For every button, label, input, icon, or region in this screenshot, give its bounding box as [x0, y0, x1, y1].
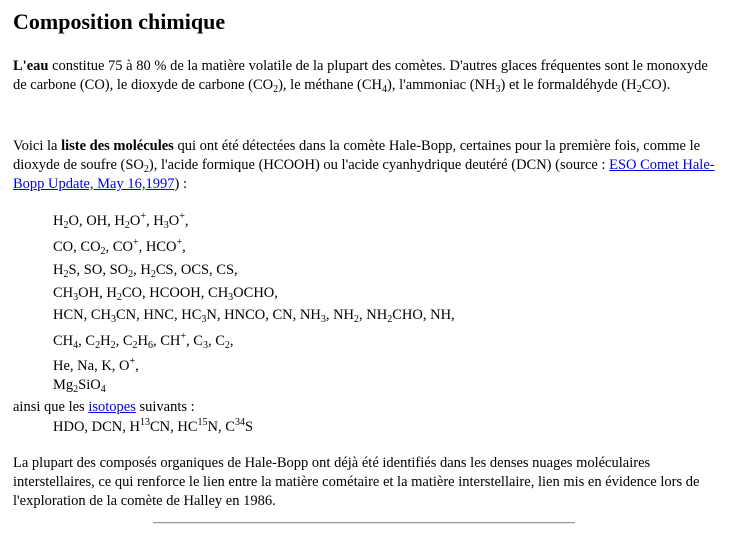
molecule-line: $H_2O$, OH, $H_2O^+$, $H_3O^+$,	[53, 211, 189, 231]
molecules-intro-paragraph	[13, 137, 718, 194]
page-title: Composition chimique	[13, 9, 226, 34]
eso-source-link[interactable]: ESO Comet Hale-Bopp Update, May 16,1997	[13, 157, 715, 192]
p2-text-3: ), l'acide formique (HCOOH) ou l'acide cyanhydrique deutéré (DCN) (source :	[148, 157, 610, 173]
p1-text-3: ), l'ammoniac (NH	[386, 77, 496, 93]
isotope-list: HDO, DCN, $H^{13}CN$, HC$^{15}$N, $C^{34}S$	[53, 417, 254, 435]
p1-text-4: ) et le formaldéhyde (H	[500, 77, 637, 93]
p1-sub-nh3: 3	[495, 84, 501, 95]
molecule-line: HCN, $CH_3CN$, HNC, $HC_3N$, HNCO, CN, $NH_3$, $NH_2$, $NH_2CHO$, NH,	[53, 307, 455, 325]
molecule-line: CO, $CO_2$, CO+, HCO+,	[53, 237, 186, 257]
p1-text-5: CO).	[641, 77, 671, 93]
water-bold-label: L'eau	[13, 58, 49, 74]
horizontal-rule	[153, 522, 575, 524]
p2-text-4: ) :	[174, 176, 187, 192]
molecule-line: He, Na, K, O+,	[53, 356, 139, 374]
iso-text-2: suivants :	[135, 399, 195, 415]
p1-text-2: ), le méthane (CH	[278, 77, 382, 93]
iso-text-1: ainsi que les	[13, 399, 89, 415]
p1-text-1: constitue 75 à 80 % de la matière volatile de la plupart des comètes. D'autres glaces fréquentes sont le monoxyde de carbone (CO), le dioxyde de carbone (CO	[13, 58, 708, 93]
p2-text-2: qui ont été détectées dans la comète Hale-Bopp, certaines pour la première fois, comme le dioxyde de soufre (SO	[13, 138, 701, 173]
p1-sub-h2co: 2	[636, 84, 642, 95]
isotopes-intro	[13, 398, 195, 417]
p1-sub-ch4: 4	[381, 84, 387, 95]
molecule-line: $CH_4$, $C_2H_2$, $C_2H_6$, CH+, $C_3$, $C_2$,	[53, 331, 234, 351]
water-paragraph	[13, 57, 718, 95]
p2-sub-so2: 2	[143, 164, 149, 175]
p1-sub-co2: 2	[273, 84, 279, 95]
molecule-line: $Mg_2SiO_4$	[53, 377, 106, 395]
molecules-bold-label: liste des molécules	[61, 138, 174, 154]
p2-text-1: Voici la	[13, 138, 62, 154]
isotopes-link[interactable]: isotopes	[88, 399, 136, 415]
conclusion-paragraph: La plupart des composés organiques de Hale-Bopp ont déjà été identifiés dans les denses nuages moléculaires interstellaires, ce qui renforce le lien entre la matière cométaire et la matière interstellaire, lien mis en évidence lors de l'exploration de la comète de Halley en 1986.	[13, 455, 700, 509]
molecule-line: $CH_3OH$, $H_2CO$, HCOOH, $CH_3OCHO$,	[53, 285, 278, 303]
molecule-line: $H_2S$, SO, $SO_2$, $H_2CS$, OCS, CS,	[53, 262, 238, 280]
